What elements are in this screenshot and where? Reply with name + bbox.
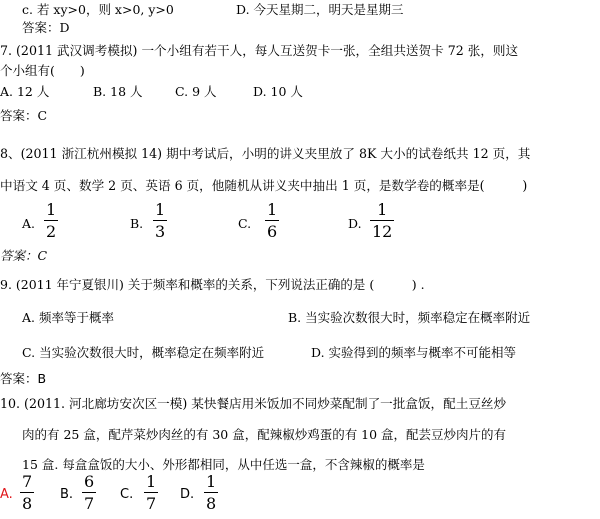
- q7-option-c: C. 9 人: [175, 84, 217, 99]
- prev-answer: 答案：D: [22, 20, 70, 35]
- q8-stem-line2: 中语文 4 页、数学 2 页、英语 6 页，他随机从讲义夹中抽出 1 页，是数学卷的概率是( ): [0, 178, 528, 193]
- fraction-numerator: 1: [155, 200, 166, 219]
- fraction-denominator: 7: [146, 494, 157, 513]
- fraction-numerator: 1: [377, 200, 388, 219]
- fraction-bar: [204, 492, 218, 493]
- q7-answer: 答案：C: [0, 108, 48, 123]
- q10-option-c-fraction: [144, 474, 158, 512]
- fraction-denominator: 12: [372, 222, 393, 241]
- q10-option-d-label: D.: [180, 487, 195, 502]
- q8-option-c-fraction: [265, 202, 279, 240]
- fraction-denominator: 6: [267, 222, 278, 241]
- fraction-numerator: 1: [146, 472, 157, 491]
- fraction-bar: [153, 220, 167, 221]
- q10-option-a-label: A.: [0, 487, 13, 502]
- fraction-bar: [82, 492, 96, 493]
- q10-stem-line2: 肉的有 25 盒，配芹菜炒肉丝的有 30 盒，配辣椒炒鸡蛋的有 10 盒，配芸豆炒肉片的有: [22, 427, 507, 442]
- q7-stem-line2: 个小组有( ): [0, 63, 85, 78]
- q8-option-a-fraction: [44, 202, 58, 240]
- q8-option-d-label: D.: [348, 216, 362, 231]
- fraction-bar: [20, 492, 34, 493]
- q8-option-b-fraction: [153, 202, 167, 240]
- q10-option-a-fraction: [20, 474, 34, 512]
- fraction-bar: [144, 492, 158, 493]
- q8-option-a-label: A.: [22, 216, 36, 231]
- q9-option-d: D. 实验得到的频率与概率不可能相等: [311, 345, 517, 360]
- fraction-numerator: 1: [267, 200, 278, 219]
- q8-option-d-fraction: [370, 202, 394, 240]
- fraction-denominator: 8: [206, 494, 217, 513]
- q9-option-c: C. 当实验次数很大时，概率稳定在频率附近: [22, 345, 265, 360]
- q8-answer: 答案：C: [0, 248, 48, 263]
- q9-answer: 答案：B: [0, 371, 47, 386]
- q7-option-b: B. 18 人: [93, 84, 143, 99]
- fraction-denominator: 7: [84, 494, 95, 513]
- q10-stem-line1: 10. (2011. 河北廊坊安次区一模) 某快餐店用米饭加不同炒菜配制了一批盒饭，配土豆丝炒: [0, 396, 507, 411]
- fraction-bar: [44, 220, 58, 221]
- q10-option-c-label: C.: [120, 487, 134, 502]
- fraction-numerator: 1: [206, 472, 217, 491]
- fraction-numerator: 7: [22, 472, 33, 491]
- q7-stem-line1: 7. (2011 武汉调考模拟) 一个小组有若干人，每人互送贺卡一张，全组共送贺卡 72 张，则这: [0, 43, 519, 58]
- fraction-denominator: 2: [46, 222, 57, 241]
- fraction-denominator: 3: [155, 222, 166, 241]
- prev-option-c: c. 若 xy>0，则 x>0, y>0: [22, 2, 174, 17]
- fraction-numerator: 1: [46, 200, 57, 219]
- q8-stem-line1: 8、(2011 浙江杭州模拟 14) 期中考试后，小明的讲义夹里放了 8K 大小的试卷纸共 12 页，其: [0, 146, 531, 161]
- q9-option-b: B. 当实验次数很大时，频率稳定在概率附近: [288, 310, 531, 325]
- q8-option-c-label: C.: [238, 216, 252, 231]
- q7-option-d: D. 10 人: [253, 84, 303, 99]
- fraction-bar: [265, 220, 279, 221]
- q9-stem: 9. (2011 年宁夏银川) 关于频率和概率的关系，下列说法正确的是 ( ) .: [0, 277, 425, 292]
- fraction-denominator: 8: [22, 494, 33, 513]
- prev-option-d: D. 今天星期二，明天是星期三: [236, 2, 404, 17]
- q10-stem-line3: 15 盒. 每盒盒饭的大小、外形都相同，从中任选一盒，不含辣椒的概率是: [22, 457, 425, 472]
- q7-option-a: A. 12 人: [0, 84, 50, 99]
- q10-option-b-fraction: [82, 474, 96, 512]
- fraction-numerator: 6: [84, 472, 95, 491]
- q10-option-d-fraction: [204, 474, 218, 512]
- fraction-bar: [370, 220, 394, 221]
- q8-option-b-label: B.: [130, 216, 144, 231]
- q10-option-b-label: B.: [60, 487, 74, 502]
- q9-option-a: A. 频率等于概率: [22, 310, 114, 325]
